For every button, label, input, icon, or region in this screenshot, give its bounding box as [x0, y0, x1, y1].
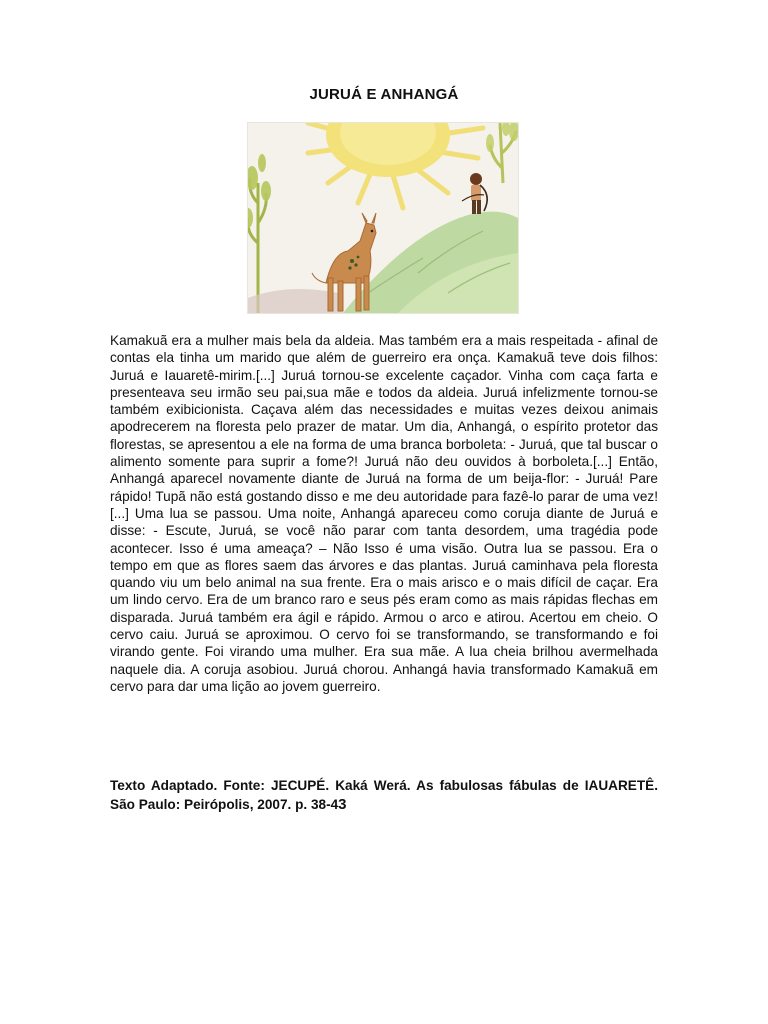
document-title: JURUÁ E ANHANGÁ: [309, 86, 459, 103]
story-illustration: [247, 122, 519, 314]
source-citation: [110, 776, 658, 814]
source-citation-tail: 3: [338, 796, 347, 813]
story-body: Kamakuã era a mulher mais bela da aldeia. Mas também era a mais respeitada - afinal de contas ela tinha um marido que além de guerreiro era onça. Kamakuã teve dois filhos: Juruá e Iauaretê-mirim.[...] Juruá tornou-se excelente caçador. Vinha com caça farta e presenteava seu irmão seu pai,sua mãe e todos da aldeia. Juruá infelizmente tornou-se também exibicionista. Caçava além das necessidades e muitas vezes deixou animais apodrecerem na floresta pelo prazer de matar. Um dia, Anhangá, o espírito protetor das florestas, se apresentou a ele na forma de uma branca borboleta: - Juruá, que tal buscar o alimento somente para suprir a fome?! Juruá não deu ouvidos à borboleta.[...] Então, Anhangá aparecel novamente diante de Juruá na forma de um beija-flor: - Juruá! Pare rápido! Tupã não está gostando disso e me deu autoridade para fazê-lo parar de uma vez![...] Uma lua se passou. Uma noite, Anhangá apareceu como coruja diante de Juruá e disse: - Escute, Juruá, se você não parar com tanta desordem, uma tragédia pode acontecer. Isso é uma ameaça? – Não Isso é uma visão. Outra lua se passou. Era o tempo em que as flores saem das árvores e das plantas. Juruá caminhava pela floresta quando viu um belo animal na sua frente. Era o mais arisco e o mais difícil de caçar. Era um lindo cervo. Era de um branco raro e seus pés eram como as mais rápidas flechas em disparada. Juruá também era ágil e rápido. Armou o arco e atirou. Acertou em cheio. O cervo caiu. Juruá se aproximou. O cervo foi se transformando, se transformando e foi virando gente. Foi virando uma mulher. Era sua mãe. A lua cheia brilhou avermelhada naquele dia. A coruja asobiou. Juruá chorou. Anhangá havia transformado Kamakuã em cervo para dar uma lição ao jovem guerreiro.: [110, 333, 658, 694]
source-citation-main: Texto Adaptado. Fonte: JECUPÉ. Kaká Werá. As fabulosas fábulas de IAUARETÊ. São Paulo: Peirópolis, 2007. p. 38-4: [110, 778, 658, 812]
child-drawing-icon: [248, 123, 518, 313]
